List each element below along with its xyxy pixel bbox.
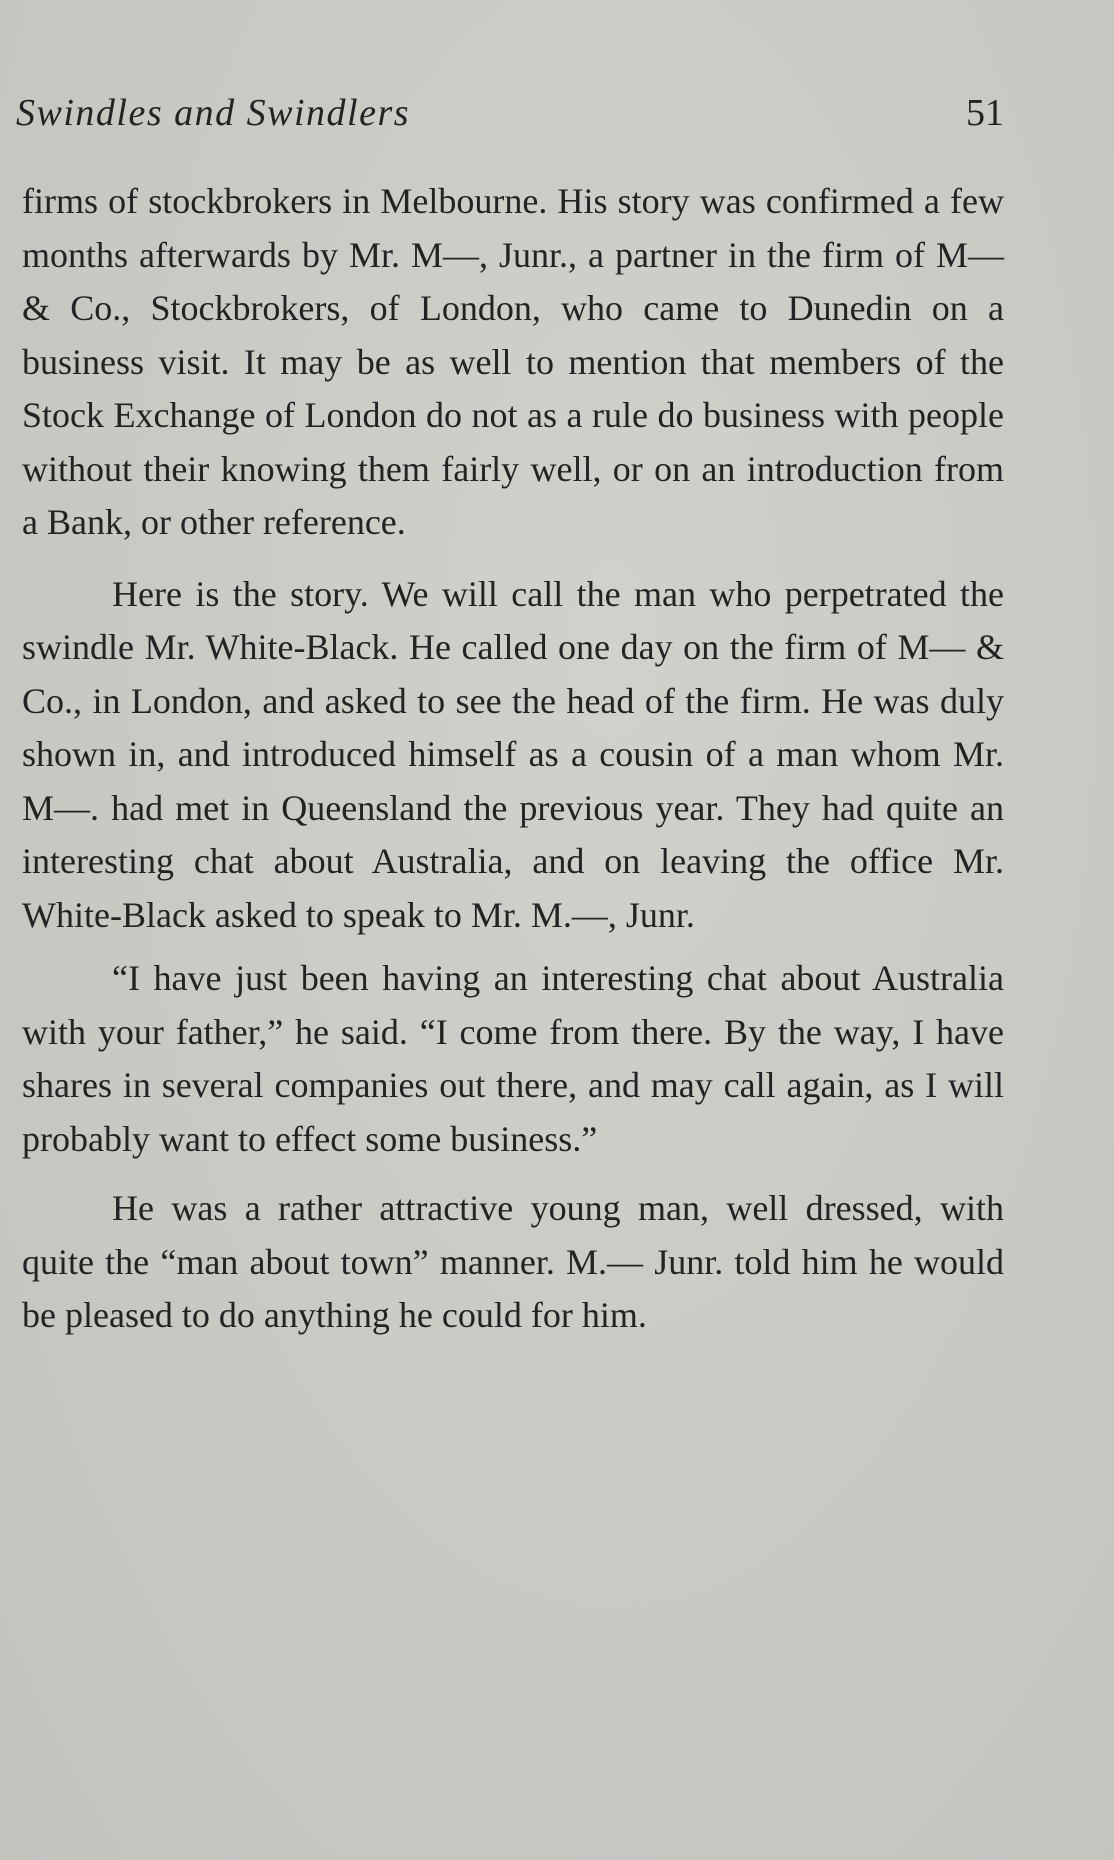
running-title: Swindles and Swindlers [16, 92, 411, 134]
paragraph-3: “I have just been having an interesting chat about Australia with your father,” he said. “I come from there. By the way, I have shares in several companies out there, and may call again, as I will probably want to effect some business.” [22, 958, 1004, 1159]
paragraph-4: He was a rather attractive young man, well dressed, with quite the “man about town” manner. M.— Junr. told him he would be pleased to do anything he could for him. [22, 1188, 1004, 1335]
paragraph-1: firms of stockbrokers in Melbourne. His story was confirmed a few months afterwards by Mr. M—, Junr., a partner in the firm of M— & Co., Stockbrokers, of London, who came to Dunedin on a business visit. It may be as well to mention that members of the Stock Exchange of London do not as a rule do business with people without their knowing them fairly well, or on an introduction from a Bank, or other reference. [22, 181, 1004, 542]
paragraph-2: Here is the story. We will call the man who perpetrated the swindle Mr. White-Black. He called one day on the firm of M— & Co., in London, and asked to see the head of the firm. He was duly shown in, and introduced himself as a cousin of a man whom Mr. M—. had met in Queensland the previous year. They had quite an interesting chat about Australia, and on leaving the office Mr. White-Black asked to speak to Mr. M.—, Junr. [22, 573, 1004, 935]
running-head [16, 88, 1004, 138]
body-text [22, 175, 1004, 1343]
page-number: 51 [966, 92, 1004, 134]
